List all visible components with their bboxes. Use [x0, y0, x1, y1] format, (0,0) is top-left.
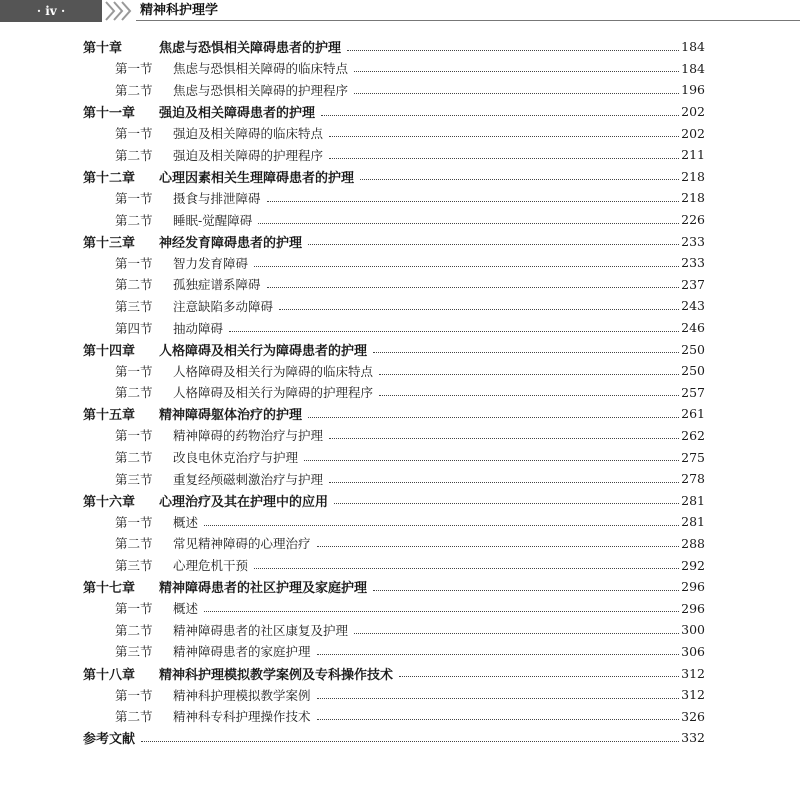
page-number: 261	[681, 406, 705, 422]
section-number: 第二节	[115, 212, 153, 228]
page-number: 296	[681, 600, 705, 616]
dot-leader	[258, 222, 679, 224]
dot-leader	[329, 437, 679, 439]
section-number: 第二节	[115, 622, 153, 638]
page-number: 281	[681, 514, 705, 530]
dot-leader	[354, 632, 679, 634]
dot-leader	[204, 524, 679, 526]
page-number: 292	[681, 557, 705, 573]
page-number: 184	[681, 39, 705, 55]
chapter-number: 第十七章	[83, 581, 136, 597]
dot-leader	[229, 330, 679, 332]
dot-leader	[308, 243, 679, 245]
header-rule	[136, 20, 800, 21]
dot-leader	[321, 114, 679, 116]
chapter-title: 精神障碍患者的社区护理及家庭护理	[159, 581, 368, 597]
toc-section-entry[interactable]	[83, 705, 705, 727]
toc-section-entry[interactable]	[83, 425, 705, 447]
section-title: 抽动障碍	[173, 320, 224, 336]
dot-leader	[317, 545, 679, 547]
dot-leader	[317, 718, 679, 720]
chapter-title: 精神科护理模拟教学案例及专科操作技术	[159, 667, 394, 683]
toc-chapter-entry[interactable]	[83, 662, 705, 684]
dot-leader	[317, 653, 679, 655]
toc-section-entry[interactable]	[83, 641, 705, 663]
section-title: 概述	[173, 514, 199, 530]
page-number: 233	[681, 255, 705, 271]
page-number: 218	[681, 190, 705, 206]
chapter-number: 第十八章	[83, 667, 136, 683]
toc-section-entry[interactable]	[83, 79, 705, 101]
section-number: 第四节	[115, 320, 153, 336]
section-number: 第一节	[115, 255, 153, 271]
section-title: 精神障碍的药物治疗与护理	[173, 428, 324, 444]
page-number: 202	[681, 104, 705, 120]
page-number: 211	[681, 147, 705, 163]
section-title: 心理危机干预	[173, 558, 249, 574]
toc-chapter-entry[interactable]	[83, 338, 705, 360]
dot-leader	[267, 200, 679, 202]
section-title: 强迫及相关障碍的护理程序	[173, 147, 324, 163]
dot-leader	[334, 502, 679, 504]
chapter-title: 强迫及相关障碍患者的护理	[159, 106, 316, 122]
section-title: 概述	[173, 601, 199, 617]
chapter-number: 第十三章	[83, 235, 136, 251]
section-title: 孤独症谱系障碍	[173, 277, 261, 293]
dot-leader	[399, 675, 679, 677]
dot-leader	[279, 308, 679, 310]
toc-section-entry[interactable]	[83, 274, 705, 296]
toc-section-entry[interactable]	[83, 446, 705, 468]
page-number: 332	[681, 730, 705, 746]
toc-section-entry[interactable]	[83, 360, 705, 382]
dot-leader	[373, 351, 679, 353]
toc-section-entry[interactable]	[83, 317, 705, 339]
section-number: 第三节	[115, 644, 153, 660]
section-number: 第二节	[115, 82, 153, 98]
section-number: 第一节	[115, 601, 153, 617]
dot-leader	[267, 286, 679, 288]
chapter-number: 第十一章	[83, 106, 136, 122]
section-number: 第一节	[115, 61, 153, 77]
section-title: 注意缺陷多动障碍	[173, 298, 274, 314]
page-number: 312	[681, 687, 705, 703]
section-number: 第二节	[115, 709, 153, 725]
section-number: 第一节	[115, 514, 153, 530]
chapter-number: 第十六章	[83, 494, 136, 510]
toc-chapter-entry[interactable]	[83, 230, 705, 252]
dot-leader	[317, 697, 679, 699]
toc-section-entry[interactable]	[83, 684, 705, 706]
page-number: 184	[681, 60, 705, 76]
section-title: 精神科专科护理操作技术	[173, 709, 311, 725]
dot-leader	[354, 92, 679, 94]
section-title: 常见精神障碍的心理治疗	[173, 536, 311, 552]
toc-chapter-entry[interactable]	[83, 36, 705, 58]
dot-leader	[254, 265, 679, 267]
page-number: 278	[681, 471, 705, 487]
toc-section-entry[interactable]	[83, 144, 705, 166]
section-number: 第二节	[115, 277, 153, 293]
chapter-title: 参考文献	[83, 732, 136, 748]
book-title: 精神科护理学	[140, 3, 219, 18]
chapter-title: 人格障碍及相关行为障碍患者的护理	[159, 343, 368, 359]
page-number: 233	[681, 233, 705, 249]
page-number-label: · iv ·	[0, 0, 102, 22]
section-number: 第一节	[115, 687, 153, 703]
toc-chapter-entry[interactable]	[83, 166, 705, 188]
dot-leader	[141, 740, 679, 742]
dot-leader	[329, 157, 679, 159]
section-number: 第一节	[115, 363, 153, 379]
section-title: 改良电休克治疗与护理	[173, 450, 299, 466]
toc-section-entry[interactable]	[83, 187, 705, 209]
page-number: 243	[681, 298, 705, 314]
page-number: 312	[681, 665, 705, 681]
dot-leader	[204, 610, 679, 612]
toc-section-entry[interactable]	[83, 619, 705, 641]
dot-leader	[304, 459, 679, 461]
toc-section-entry[interactable]	[83, 468, 705, 490]
toc-chapter-entry[interactable]	[83, 576, 705, 598]
dot-leader	[347, 49, 679, 51]
section-title: 睡眠-觉醒障碍	[173, 212, 253, 228]
section-title: 人格障碍及相关行为障碍的临床特点	[173, 363, 374, 379]
chevron-decoration-icon	[104, 0, 134, 22]
chapter-number: 第十五章	[83, 408, 136, 424]
dot-leader	[329, 481, 679, 483]
chapter-title: 心理因素相关生理障碍患者的护理	[159, 170, 355, 186]
toc-section-entry[interactable]	[83, 511, 705, 533]
page-number: 281	[681, 492, 705, 508]
section-number: 第二节	[115, 450, 153, 466]
chapter-title: 精神障碍躯体治疗的护理	[159, 408, 303, 424]
toc-section-entry[interactable]	[83, 382, 705, 404]
section-title: 智力发育障碍	[173, 255, 249, 271]
toc-section-entry[interactable]	[83, 295, 705, 317]
page-number: 326	[681, 708, 705, 724]
page-number: 226	[681, 212, 705, 228]
toc-chapter-entry[interactable]	[83, 403, 705, 425]
section-title: 精神障碍患者的家庭护理	[173, 644, 311, 660]
toc-section-entry[interactable]	[83, 252, 705, 274]
page-number: 202	[681, 125, 705, 141]
section-title: 重复经颅磁刺激治疗与护理	[173, 471, 324, 487]
section-title: 焦虑与恐惧相关障碍的临床特点	[173, 61, 349, 77]
page-number: 196	[681, 82, 705, 98]
page-number: 246	[681, 320, 705, 336]
dot-leader	[379, 373, 679, 375]
page-number: 218	[681, 168, 705, 184]
section-number: 第三节	[115, 298, 153, 314]
page-number: 296	[681, 579, 705, 595]
dot-leader	[308, 416, 679, 418]
page-number: 275	[681, 449, 705, 465]
chapter-title: 心理治疗及其在护理中的应用	[159, 494, 329, 510]
chapter-number: 第十二章	[83, 170, 136, 186]
section-number: 第一节	[115, 126, 153, 142]
page-number: 250	[681, 341, 705, 357]
section-title: 摄食与排泄障碍	[173, 190, 261, 206]
page-number: 306	[681, 643, 705, 659]
page-number: 250	[681, 363, 705, 379]
toc-section-entry[interactable]	[83, 533, 705, 555]
chapter-title: 焦虑与恐惧相关障碍患者的护理	[159, 41, 342, 57]
toc-chapter-entry[interactable]	[83, 101, 705, 123]
section-title: 焦虑与恐惧相关障碍的护理程序	[173, 82, 349, 98]
section-number: 第二节	[115, 147, 153, 163]
toc-chapter-entry[interactable]	[83, 489, 705, 511]
page-number: 257	[681, 384, 705, 400]
section-number: 第三节	[115, 471, 153, 487]
toc-section-entry[interactable]	[83, 554, 705, 576]
dot-leader	[254, 567, 679, 569]
section-title: 精神科护理模拟教学案例	[173, 687, 311, 703]
chapter-number: 第十章	[83, 41, 123, 57]
dot-leader	[373, 589, 679, 591]
section-number: 第三节	[115, 558, 153, 574]
toc-section-entry[interactable]	[83, 597, 705, 619]
toc-section-entry[interactable]	[83, 58, 705, 80]
section-number: 第二节	[115, 385, 153, 401]
toc-chapter-entry[interactable]	[83, 727, 705, 749]
toc-section-entry[interactable]	[83, 209, 705, 231]
section-title: 精神障碍患者的社区康复及护理	[173, 622, 349, 638]
dot-leader	[379, 394, 679, 396]
chapter-title: 神经发育障碍患者的护理	[159, 235, 303, 251]
section-title: 强迫及相关障碍的临床特点	[173, 126, 324, 142]
table-of-contents	[83, 36, 705, 749]
chapter-number: 第十四章	[83, 343, 136, 359]
dot-leader	[329, 135, 679, 137]
toc-section-entry[interactable]	[83, 122, 705, 144]
section-title: 人格障碍及相关行为障碍的护理程序	[173, 385, 374, 401]
page-number: 300	[681, 622, 705, 638]
section-number: 第一节	[115, 190, 153, 206]
section-number: 第二节	[115, 536, 153, 552]
page-number: 262	[681, 427, 705, 443]
page-number: 237	[681, 276, 705, 292]
dot-leader	[360, 178, 679, 180]
page-number: 288	[681, 535, 705, 551]
section-number: 第一节	[115, 428, 153, 444]
running-header	[0, 0, 800, 22]
dot-leader	[354, 70, 679, 72]
